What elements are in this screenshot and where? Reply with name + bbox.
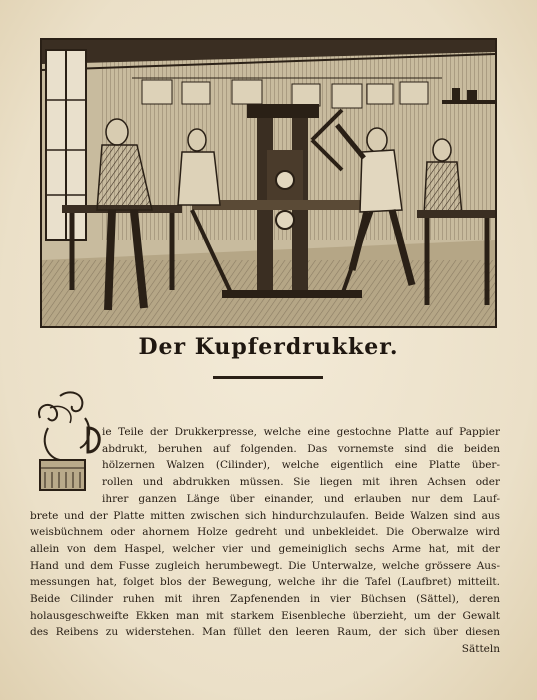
body-text bbox=[30, 424, 500, 658]
text-line: brete und der Platte mitten zwischen sich hindurchzulaufen. Beide Walzen sind aus bbox=[30, 509, 500, 522]
decorative-rule bbox=[213, 376, 323, 379]
text-line: rollen und abdrukken müssen. Sie liegen mit ihren Achsen oder bbox=[102, 476, 500, 489]
text-line: Hand und dem Fusse zugleich herumbewegt. Die Unterwalze, welche grössere Aus- bbox=[30, 559, 500, 572]
engraving-caption: Der Kupferdrukker. bbox=[138, 334, 399, 360]
text-line: des Reibens zu widerstehen. Man füllet den leeren Raum, der sich über diesen bbox=[30, 626, 500, 639]
text-line: allein von dem Haspel, welcher vier und gemeiniglich sechs Arme hat, mit der bbox=[30, 542, 500, 555]
text-line: hölzernen Walzen (Cilinder), welche eigentlich eine Platte über- bbox=[102, 459, 500, 472]
text-line: ie Teile der Drukkerpresse, welche eine gestochne Platte auf Pappier bbox=[102, 426, 500, 438]
text-line: ihrer ganzen Länge über einander, und erlauben nur dem Lauf- bbox=[102, 492, 500, 505]
text-line: Beide Cilinder ruhen mit ihren Zapfenenden in vier Büchsen (Sättel), deren bbox=[30, 593, 500, 606]
catchword: Sätteln bbox=[461, 643, 500, 656]
text-line: messungen hat, folget blos der Bewegung, welche ihr die Tafel (Laufbret) mitteilt. bbox=[30, 576, 500, 589]
text-line: abdrukt, beruhen auf folgenden. Das vornemste sind die beiden bbox=[102, 442, 500, 455]
text-line: weisbüchnem oder ahornem Holze gedreht und unbekleidet. Die Oberwalze wird bbox=[30, 526, 500, 539]
text-line: holausgeschweifte Ekken man mit starkem Eisenbleche überzieht, um der Gewalt bbox=[30, 609, 500, 622]
engraving-illustration bbox=[40, 38, 497, 328]
